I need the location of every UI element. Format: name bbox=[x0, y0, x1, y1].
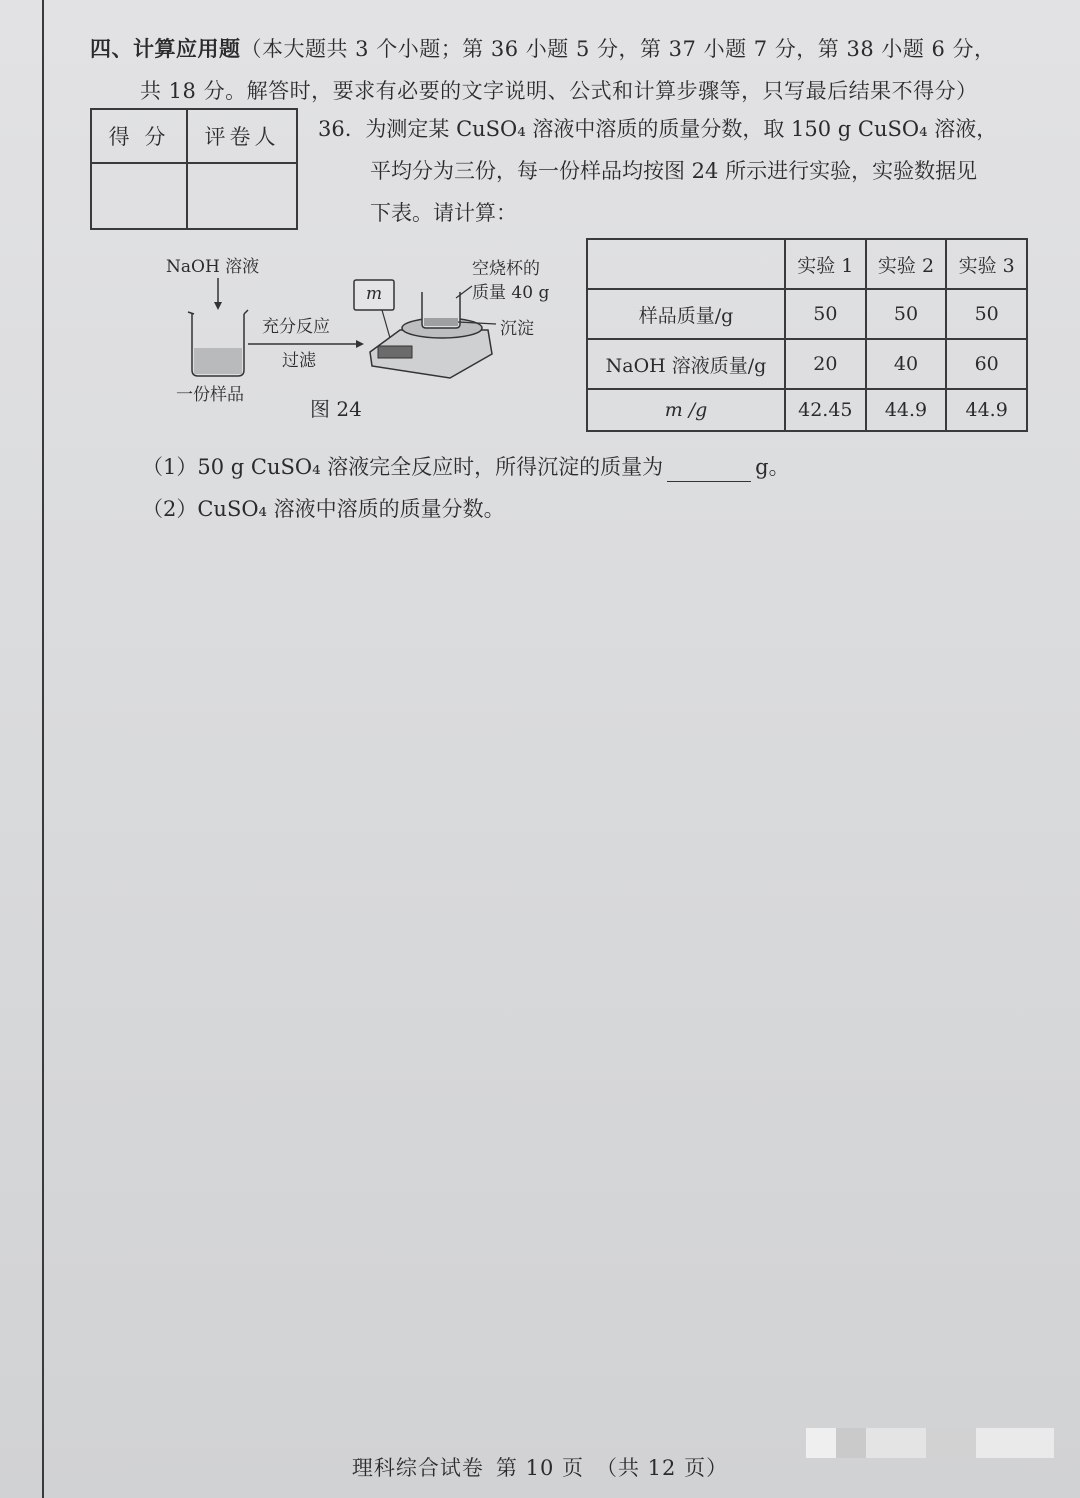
sub-question-1-text: （1）50 g CuSO₄ 溶液完全反应时，所得沉淀的质量为 bbox=[142, 455, 664, 479]
table-row-label: m /g bbox=[587, 389, 785, 431]
footer-paper-name: 理科综合试卷 bbox=[351, 1456, 484, 1480]
question-line-3: 下表。请计算： bbox=[370, 201, 517, 225]
section-title: 四、计算应用题 bbox=[90, 36, 241, 61]
table-cell: 42.45 bbox=[785, 389, 866, 431]
table-cell: 44.9 bbox=[866, 389, 947, 431]
table-cell: 50 bbox=[866, 289, 947, 339]
table-row-label: NaOH 溶液质量/g bbox=[587, 339, 785, 389]
sub-question-1 bbox=[142, 452, 790, 482]
table-cell: 44.9 bbox=[946, 389, 1027, 431]
experiment-data-table bbox=[586, 238, 1028, 432]
figure-caption: 图 24 bbox=[310, 397, 362, 421]
question-number: 36. bbox=[318, 117, 352, 141]
score-field[interactable] bbox=[92, 164, 188, 228]
grader-label: 评卷人 bbox=[188, 110, 296, 164]
weighing-beaker-icon bbox=[422, 292, 460, 328]
table-corner-cell bbox=[587, 239, 785, 289]
table-cell: 40 bbox=[866, 339, 947, 389]
beaker-label-1: 空烧杯的 bbox=[472, 259, 540, 279]
section-instructions-2: 共 18 分。解答时，要求有必要的文字说明、公式和计算步骤等，只写最后结果不得分） bbox=[140, 79, 978, 103]
react-label: 充分反应 bbox=[262, 317, 330, 337]
blurred-watermark bbox=[806, 1428, 1054, 1458]
table-header-cell: 实验 3 bbox=[946, 239, 1027, 289]
section-instructions-1: （本大题共 3 个小题；第 36 小题 5 分，第 37 小题 7 分，第 38 小题 6 分， bbox=[240, 37, 996, 61]
score-box bbox=[90, 108, 298, 230]
m-label: m bbox=[366, 284, 383, 304]
table-cell: 50 bbox=[946, 289, 1027, 339]
experiment-figure bbox=[150, 248, 570, 428]
section-header bbox=[90, 28, 1060, 112]
sub-question-1-unit: g。 bbox=[755, 455, 790, 479]
footer-total-pages: （共 12 页） bbox=[596, 1456, 729, 1480]
answer-blank[interactable] bbox=[667, 459, 751, 482]
sample-label: 一份样品 bbox=[176, 385, 244, 405]
table-header-cell: 实验 2 bbox=[866, 239, 947, 289]
precipitate-label: 沉淀 bbox=[500, 319, 534, 339]
sub-question-2: （2）CuSO₄ 溶液中溶质的质量分数。 bbox=[142, 497, 505, 521]
binding-margin-line bbox=[42, 0, 44, 1498]
reaction-arrowhead bbox=[356, 340, 364, 348]
naoh-label: NaOH 溶液 bbox=[166, 257, 260, 277]
question-line-2: 平均分为三份，每一份样品均按图 24 所示进行实验，实验数据见 bbox=[370, 159, 978, 183]
score-label: 得 分 bbox=[92, 110, 188, 164]
table-row-label: 样品质量/g bbox=[587, 289, 785, 339]
table-cell: 60 bbox=[946, 339, 1027, 389]
table-row bbox=[587, 389, 1027, 431]
grader-field[interactable] bbox=[188, 164, 296, 228]
footer-page-number: 第 10 页 bbox=[495, 1456, 584, 1480]
table-row bbox=[587, 289, 1027, 339]
table-cell: 50 bbox=[785, 289, 866, 339]
table-header-cell: 实验 1 bbox=[785, 239, 866, 289]
filter-label: 过滤 bbox=[282, 351, 316, 371]
naoh-arrowhead bbox=[214, 302, 222, 310]
table-cell: 20 bbox=[785, 339, 866, 389]
sample-beaker-icon bbox=[188, 310, 248, 376]
question-intro bbox=[318, 108, 1058, 234]
table-header-row bbox=[587, 239, 1027, 289]
question-line-1: 为测定某 CuSO₄ 溶液中溶质的质量分数，取 150 g CuSO₄ 溶液， bbox=[365, 117, 998, 141]
table-row bbox=[587, 339, 1027, 389]
beaker-label-2: 质量 40 g bbox=[472, 283, 550, 303]
